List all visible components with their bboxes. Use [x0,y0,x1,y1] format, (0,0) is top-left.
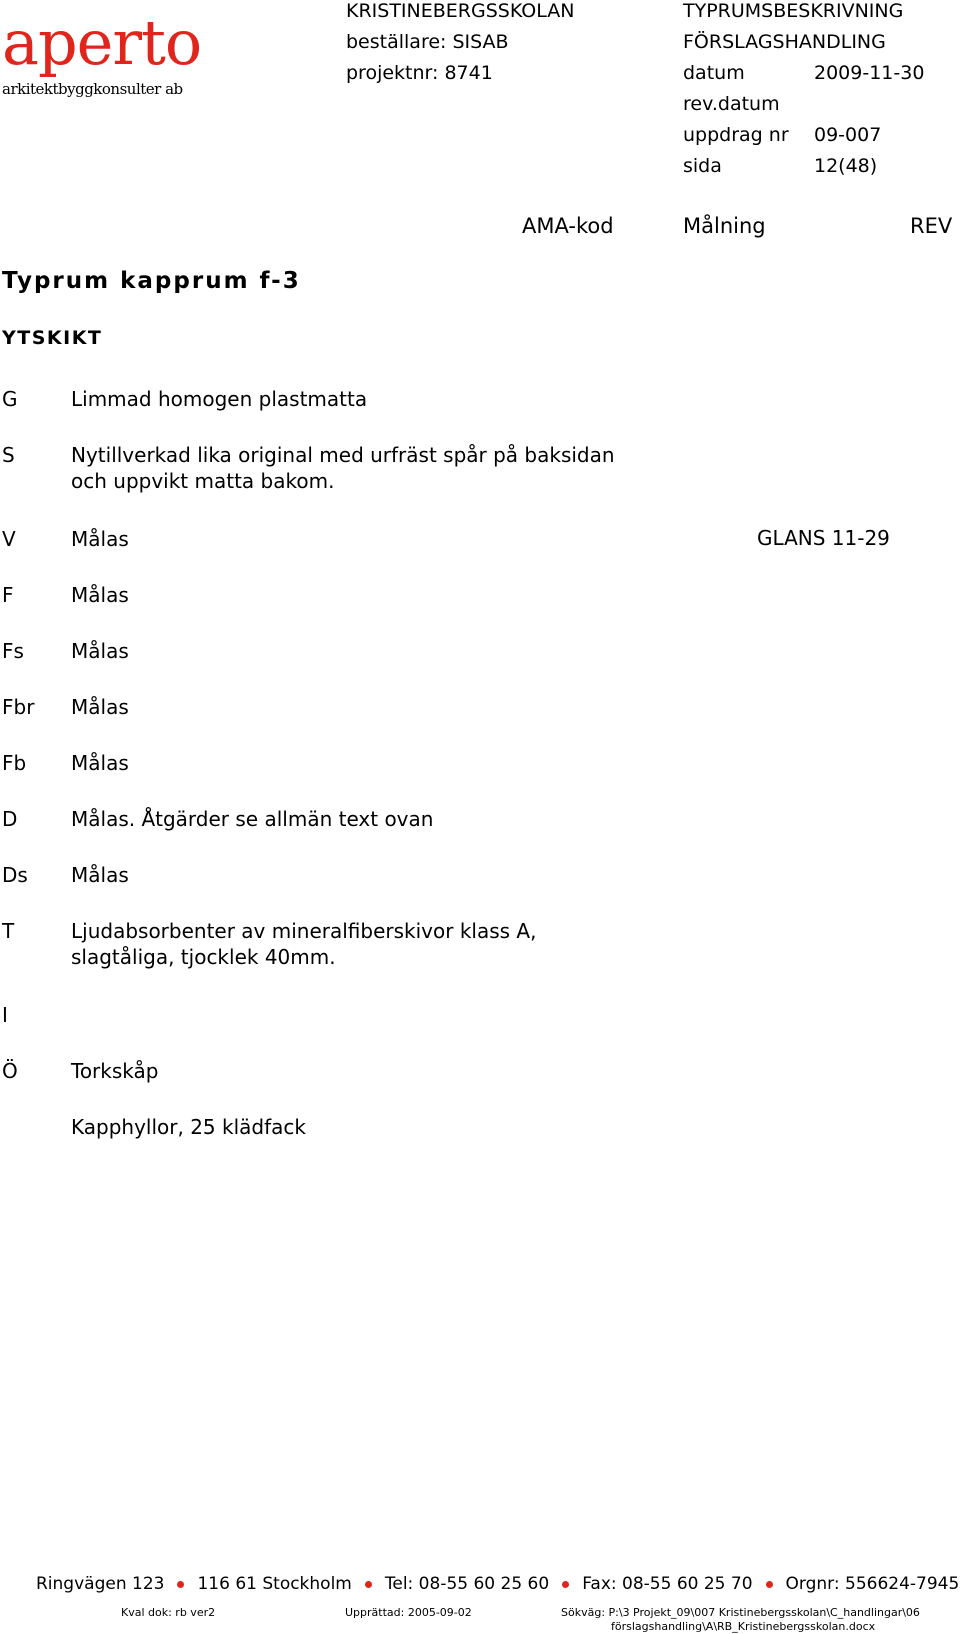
row-text: Målas [71,695,129,719]
meta-value-page: 12(48) [814,155,878,177]
document-type: TYPRUMSBESKRIVNING [683,0,904,22]
meta-value-assignment: 09-007 [814,124,882,146]
client-line: beställare: SISAB [346,31,509,53]
bullet-icon [177,1581,184,1588]
row-text: Limmad homogen plastmatta [71,387,368,411]
row-code: G [2,387,18,411]
bullet-icon [365,1581,372,1588]
meta-label-page: sida [683,155,722,177]
footer-path-line-2: förslagshandling\A\RB_Kristinebergsskolan.docx [611,1620,876,1633]
row-code: Ö [2,1059,18,1083]
footer-tel: Tel: 08-55 60 25 60 [384,1574,550,1594]
row-code: I [2,1003,8,1027]
footer-created-date: Upprättad: 2005-09-02 [345,1606,472,1619]
row-text: Ljudabsorbenter av mineralfiberskivor klass A, [71,919,537,943]
gloss-value: GLANS 11-29 [757,526,890,550]
footer-fax: Fax: 08-55 60 25 70 [582,1574,753,1594]
column-header-ama: AMA-kod [522,214,614,238]
footer-contact-line [36,1574,959,1594]
company-logo: aperto [2,6,202,79]
row-code: T [2,919,15,943]
row-text: och uppvikt matta bakom. [71,469,335,493]
bullet-icon [562,1581,569,1588]
footer-path-line-1: Sökväg: P:\3 Projekt_09\007 Kristinebergsskolan\C_handlingar\06 [561,1606,920,1619]
company-logo-subtitle: arkitektbyggkonsulter ab [2,80,183,98]
row-code: Fs [2,639,24,663]
meta-label-rev-date: rev.datum [683,93,780,115]
document-phase: FÖRSLAGSHANDLING [683,31,886,53]
meta-value-date: 2009-11-30 [814,62,925,84]
row-code: V [2,527,16,551]
meta-label-date: datum [683,62,745,84]
footer-orgnr: Orgnr: 556624-7945 [785,1574,960,1594]
meta-label-assignment: uppdrag nr [683,124,789,146]
row-text: Kapphyllor, 25 klädfack [71,1115,306,1139]
row-code: D [2,807,18,831]
bullet-icon [766,1581,773,1588]
school-name: KRISTINEBERGSSKOLAN [346,0,575,22]
row-text: Torkskåp [71,1059,159,1083]
row-text: Målas [71,583,129,607]
row-code: Fbr [2,695,35,719]
row-text: Målas [71,527,129,551]
column-header-painting: Målning [683,214,766,238]
room-type-title: Typrum kapprum f-3 [2,268,301,294]
section-heading: YTSKIKT [2,327,103,349]
row-code: F [2,583,14,607]
row-text: Målas. Åtgärder se allmän text ovan [71,807,434,831]
row-code: S [2,443,15,467]
row-text: slagtåliga, tjocklek 40mm. [71,945,336,969]
footer-city: 116 61 Stockholm [197,1574,352,1594]
row-code: Fb [2,751,27,775]
project-number: projektnr: 8741 [346,62,493,84]
row-text: Målas [71,863,129,887]
footer-quality-doc: Kval dok: rb ver2 [121,1606,216,1619]
column-header-rev: REV [910,214,953,238]
footer-address: Ringvägen 123 [36,1574,165,1594]
row-text: Målas [71,751,129,775]
row-text: Målas [71,639,129,663]
row-text: Nytillverkad lika original med urfräst spår på baksidan [71,443,615,467]
row-code: Ds [2,863,28,887]
